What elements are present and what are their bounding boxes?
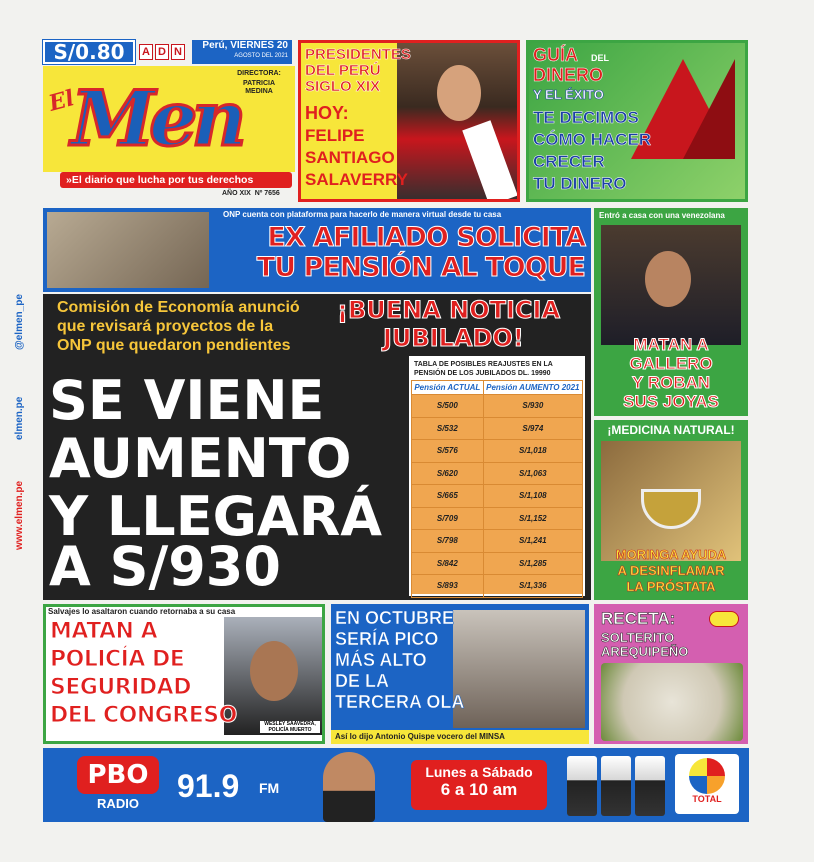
ola-headline-line: SERÍA PICO: [335, 629, 439, 649]
guia-title-exito: Y EL ÉXITO: [533, 87, 604, 102]
gallero-face: [645, 251, 691, 307]
receta-sub-line: AREQUIPEÑO: [601, 644, 689, 659]
main-headline-line: Y LLEGARÁ: [49, 485, 383, 548]
adn-letter-a: A: [139, 44, 153, 60]
table-cell-actual: S/709: [412, 507, 484, 530]
pension-table: [411, 380, 583, 598]
table-row: [412, 417, 583, 440]
gallero-headline-line: SUS JOYAS: [623, 392, 719, 411]
table-row: [412, 462, 583, 485]
date-month-year: AGOSTO DEL 2021: [234, 53, 288, 59]
issue-line: [222, 190, 296, 197]
pension-story[interactable]: [43, 208, 591, 292]
policia-headline-line: MATAN A: [50, 619, 158, 644]
gallero-headline-line: MATAN A: [633, 335, 709, 354]
tercera-ola-story[interactable]: [331, 604, 589, 744]
twitter-handle[interactable]: @elmen_pe: [14, 294, 25, 350]
gallero-headline-line: Y ROBAN: [631, 373, 711, 392]
table-row: [412, 552, 583, 575]
schedule-hours: 6 a 10 am: [440, 780, 518, 799]
guia-body-line: TE DECIMOS: [533, 108, 639, 127]
salaverry-portrait: [397, 43, 517, 202]
tea-cup: [641, 489, 701, 529]
issue-year: AÑO XIX: [222, 190, 251, 197]
logo-el-text: El: [46, 85, 78, 117]
table-cell-actual: S/576: [412, 440, 484, 463]
policia-headline-line: SEGURIDAD: [50, 675, 191, 700]
presidents-title-line: PRESIDENTES: [305, 46, 411, 63]
director-name: PATRICIA MEDINA: [242, 80, 276, 95]
main-headline-line: AUMENTO: [49, 427, 352, 490]
table-cell-actual: S/532: [412, 417, 484, 440]
moringa-tea-photo: [601, 441, 741, 561]
medicina-headline-line: A DESINFLAMAR: [617, 563, 725, 578]
oil-can-icon: [601, 756, 631, 816]
adn-badge: [139, 40, 189, 64]
side-strip: [14, 250, 36, 570]
presidents-title-line: SIGLO XIX: [305, 78, 381, 95]
gallero-kicker: Entró a casa con una venezolana: [599, 211, 725, 220]
main-story[interactable]: [43, 294, 591, 600]
guia-body-line: TU DINERO: [533, 174, 627, 193]
policeman-face: [250, 641, 298, 701]
guia-dinero-feature[interactable]: [526, 40, 748, 202]
table-cell-aumento: S/1,108: [483, 485, 582, 508]
table-cell-actual: S/893: [412, 575, 484, 598]
ola-caption: Así lo dijo Antonio Quispe vocero del MINSA: [331, 730, 589, 744]
table-cell-aumento: S/1,152: [483, 507, 582, 530]
receta-badge-icon: [709, 611, 739, 627]
adn-letter-n: N: [171, 44, 185, 60]
receta-sub-line: SOLTERITO: [601, 630, 675, 645]
table-row: [412, 485, 583, 508]
gallero-story[interactable]: [594, 208, 748, 416]
policia-kicker: Salvajes lo asaltaron cuando retornaba a su casa: [48, 607, 236, 616]
table-cell-aumento: S/1,285: [483, 552, 582, 575]
ola-headline-line: TERCERA OLA: [335, 692, 465, 712]
website-url[interactable]: www.elmen.pe: [14, 480, 25, 550]
pension-headline-line: TU PENSIÓN AL TOQUE: [256, 252, 585, 283]
schedule-days: Lunes a Sábado: [425, 764, 533, 780]
table-cell-aumento: S/1,241: [483, 530, 582, 553]
presidents-hoy: HOY:: [305, 103, 349, 123]
slogan-bar: »El diario que lucha por tus derechos: [60, 172, 292, 188]
facebook-handle[interactable]: elmen.pe: [14, 396, 25, 440]
table-row: [412, 507, 583, 530]
main-subhead-line: que revisará proyectos de la: [57, 318, 274, 335]
gallero-photo: [601, 225, 741, 345]
main-subhead-line: ONP que quedaron pendientes: [57, 337, 291, 354]
ola-headline-line: EN OCTUBRE: [335, 608, 455, 628]
policeman-caption: WESLEY SAAVEDRA, POLICÍA MUERTO: [260, 721, 320, 733]
president-name-line: SALAVERRY: [305, 170, 408, 189]
table-cell-aumento: S/1,063: [483, 462, 582, 485]
pension-table-box: [409, 356, 585, 596]
oil-can-icon: [567, 756, 597, 816]
policia-headline-line: POLICÍA DE: [50, 647, 185, 672]
date-weekday: Perú, VIERNES 20: [202, 40, 288, 51]
adn-letter-d: D: [155, 44, 169, 60]
table-row: [412, 530, 583, 553]
table-cell-actual: S/665: [412, 485, 484, 508]
table-row: [412, 575, 583, 598]
policia-headline-line: DEL CONGRESO: [50, 703, 237, 728]
radio-host-photo: [323, 752, 375, 822]
table-cell-aumento: S/1,018: [483, 440, 582, 463]
pension-kicker: ONP cuenta con plataforma para hacerlo de manera virtual desde tu casa: [223, 210, 502, 219]
schedule-box: [411, 760, 547, 810]
president-name-line: SANTIAGO: [305, 148, 395, 167]
table-cell-aumento: S/930: [483, 395, 582, 418]
logo-men-text: Men: [71, 74, 241, 163]
pbo-radio-label: RADIO: [97, 796, 139, 811]
table-caption: TABLA DE POSIBLES REAJUSTES EN LA PENSIÓN DE LOS JUBILADOS DL. 19990: [411, 358, 583, 380]
medicina-title: ¡MEDICINA NATURAL!: [607, 423, 735, 437]
salad-photo: [601, 663, 743, 741]
total-text: TOTAL: [692, 794, 722, 804]
table-header-aumento: Pensión AUMENTO 2021: [483, 381, 582, 395]
medicina-story[interactable]: [594, 420, 748, 600]
issue-number: Nº 7656: [254, 190, 280, 197]
price-badge: S/0.80: [43, 40, 135, 64]
ola-headline-line: DE LA: [335, 671, 389, 691]
portrait-sash: [462, 120, 518, 202]
president-name-line: FELIPE: [305, 126, 365, 145]
radio-frequency: 91.9: [177, 768, 240, 804]
buena-noticia-line: JUBILADO!: [383, 324, 524, 352]
main-subhead-line: Comisión de Economía anunció: [57, 299, 300, 316]
date-badge: [192, 40, 292, 64]
gallero-headline-line: GALLERO: [629, 354, 713, 373]
table-row: [412, 395, 583, 418]
table-cell-actual: S/620: [412, 462, 484, 485]
total-ring-icon: [689, 758, 725, 794]
guia-title-del: DEL: [591, 53, 609, 63]
policeman-photo: [224, 617, 322, 735]
medicina-headline-line: MORINGA AYUDA: [615, 547, 727, 562]
table-cell-actual: S/798: [412, 530, 484, 553]
receta-story[interactable]: [594, 604, 748, 744]
pbo-logo: PBO: [77, 756, 159, 794]
guia-body-line: CÓMO HACER: [533, 130, 652, 149]
guia-body-line: CRECER: [533, 152, 605, 171]
table-cell-actual: S/500: [412, 395, 484, 418]
masthead-logo[interactable]: [43, 66, 295, 172]
crowd-photo: [453, 610, 585, 728]
elderly-couple-photo: [47, 212, 209, 288]
total-logo: [675, 754, 739, 814]
director-label: DIRECTORA:: [237, 70, 281, 77]
table-cell-aumento: S/1,336: [483, 575, 582, 598]
guia-title-dinero: DINERO: [533, 65, 604, 85]
portrait-face: [437, 65, 481, 121]
main-headline-line: A S/930: [49, 535, 281, 598]
radio-ad-banner[interactable]: [43, 748, 749, 822]
ola-headline-line: MÁS ALTO: [335, 650, 427, 670]
table-cell-aumento: S/974: [483, 417, 582, 440]
policia-story[interactable]: [43, 604, 325, 744]
buena-noticia-line: ¡BUENA NOTICIA: [337, 296, 561, 324]
medicina-headline-line: LA PRÓSTATA: [626, 579, 716, 594]
radio-band: FM: [259, 780, 280, 796]
main-headline-line: SE VIENE: [49, 369, 325, 432]
pension-headline-line: EX AFILIADO SOLICITA: [267, 222, 585, 253]
oil-can-icon: [635, 756, 665, 816]
table-cell-actual: S/842: [412, 552, 484, 575]
table-row: [412, 440, 583, 463]
table-header-actual: Pensión ACTUAL: [412, 381, 484, 395]
presidents-feature[interactable]: [298, 40, 520, 202]
presidents-title-line: DEL PERÚ: [305, 62, 381, 79]
receta-title: RECETA:: [601, 609, 676, 628]
guia-title: GUÍA: [533, 45, 578, 65]
pyramid-shade: [683, 59, 735, 159]
